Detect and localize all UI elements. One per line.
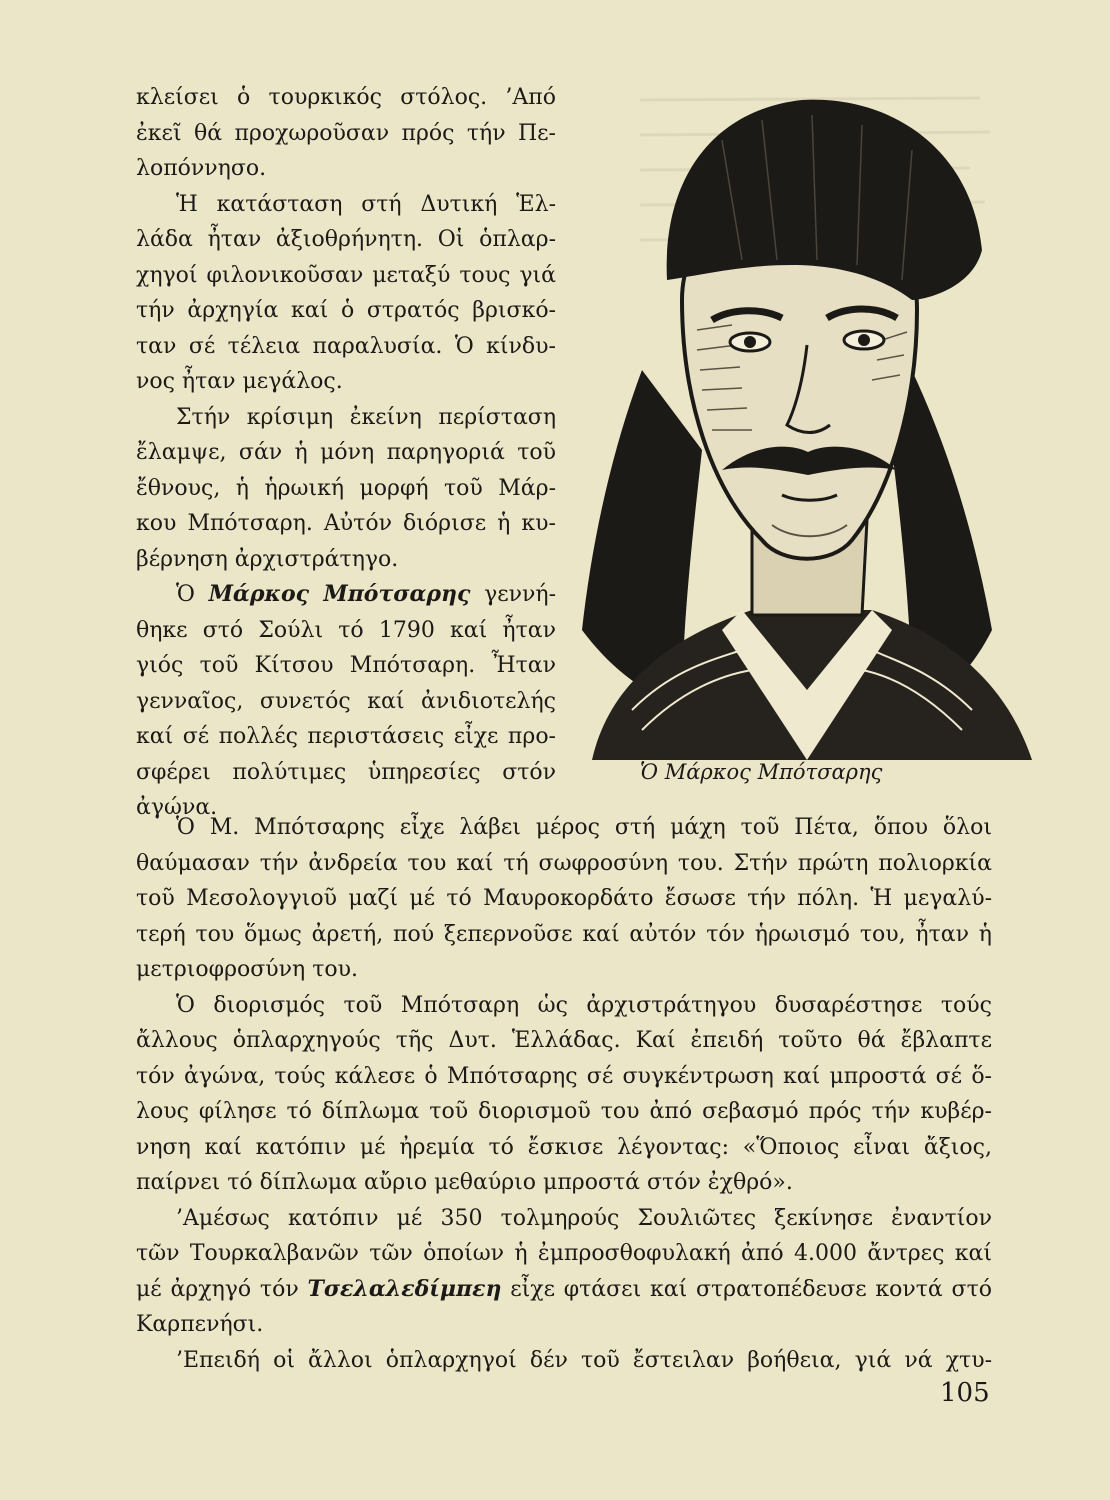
text-run: Καρπενήσι. (136, 1312, 264, 1337)
text-line (136, 881, 992, 917)
text-line (136, 329, 556, 365)
text-line (136, 577, 556, 613)
text-line (136, 1165, 992, 1201)
text-line (136, 435, 556, 471)
text-line (136, 116, 556, 152)
text-line (136, 1130, 992, 1166)
text-line (136, 719, 556, 755)
text-run: γεννή- (470, 582, 557, 607)
text-line (136, 1236, 992, 1272)
text-line (136, 542, 556, 578)
text-line (136, 917, 992, 953)
text-run: καί σέ πολλές περιστάσεις εἶχε προ- (136, 724, 556, 749)
text-run: Ὁ (176, 582, 209, 607)
text-line (136, 846, 992, 882)
text-run: Στήν κρίσιμη ἐκείνη περίσταση (176, 404, 556, 430)
text-line (136, 1343, 992, 1379)
portrait-engraving (572, 70, 1042, 760)
text-run: ταν σέ τέλεια παραλυσία. Ὁ κίνδυ- (136, 333, 556, 359)
text-run: κου Μπότσαρη. Αὐτόν διόρισε ἡ κυ- (136, 511, 556, 536)
text-run: νηση καί κατόπιν μέ ἠρεμία τό ἔσκισε λέγοντας: «Ὅποιος εἶναι ἄξιος, (136, 1134, 992, 1160)
text-run: λοπόννησο. (136, 156, 267, 181)
text-run: Ὁ διορισμός τοῦ Μπότσαρη ὡς ἀρχιστράτηγου δυσαρέστησε τούς (176, 992, 992, 1018)
text-line (136, 471, 556, 507)
text-run: μέ ἀρχηγό τόν (136, 1276, 308, 1302)
text-run: ’Επειδή οἱ ἄλλοι ὁπλαρχηγοί δέν τοῦ ἔστειλαν βοήθεια, γιά νά χτυ- (176, 1347, 992, 1373)
text-line (136, 151, 556, 187)
text-run: ἀγώνα. (136, 795, 218, 820)
text-line (136, 1023, 992, 1059)
text-line (136, 506, 556, 542)
portrait-caption: Ὁ Μάρκος Μπότσαρης (640, 760, 883, 784)
text-line (136, 1094, 992, 1130)
emphasized-name: Μάρκος Μπότσαρης (208, 581, 471, 607)
text-line (136, 1059, 992, 1095)
text-run: τοῦ Μεσολογγιοῦ μαζί μέ τό Μαυροκορδάτο ἔσωσε τήν πόλη. Ἡ μεγαλύ- (136, 886, 992, 911)
text-run: τήν ἀρχηγία καί ὁ στρατός βρισκό- (136, 298, 556, 323)
text-line (136, 684, 556, 720)
text-column-narrow (136, 80, 556, 826)
text-run: ἄλλους ὁπλαρχηγούς τῆς Δυτ. Ἑλλάδας. Καί ἐπειδή τοῦτο θά ἔβλαπτε (136, 1028, 992, 1053)
text-run: ἔθνους, ἡ ἡρωική μορφή τοῦ Μάρ- (136, 475, 556, 501)
text-run: ’Αμέσως κατόπιν μέ 350 τολμηρούς Σουλιῶτες ξεκίνησε ἐναντίον (176, 1205, 992, 1231)
text-run: γενναῖος, συνετός καί ἀνιδιοτελής (136, 688, 556, 714)
text-run: μετριοφροσύνη του. (136, 957, 358, 982)
text-line (136, 1272, 992, 1308)
text-line (136, 613, 556, 649)
text-line (136, 648, 556, 684)
text-line (136, 258, 556, 294)
text-run: χηγοί φιλονικοῦσαν μεταξύ τους γιά (136, 262, 556, 288)
text-line (136, 400, 556, 436)
text-line (136, 1307, 992, 1343)
text-line (136, 1201, 992, 1237)
text-line (136, 293, 556, 329)
text-run: τῶν Τουρκαλβανῶν τῶν ὁποίων ἡ ἐμπροσθοφυλακή ἀπό 4.000 ἄντρες καί (136, 1241, 992, 1266)
text-run: λάδα ἦταν ἀξιοθρήνητη. Οἱ ὁπλαρ- (136, 227, 556, 252)
text-run: νος ἦταν μεγάλος. (136, 369, 343, 394)
text-run: γιός τοῦ Κίτσου Μπότσαρη. Ἦταν (136, 653, 556, 678)
text-run: σφέρει πολύτιμες ὑπηρεσίες στόν (136, 759, 556, 785)
text-run: θηκε στό Σούλι τό 1790 καί ἦταν (136, 617, 556, 643)
text-line (136, 988, 992, 1024)
text-run: τόν ἀγώνα, τούς κάλεσε ὁ Μπότσαρης σέ συγκέντρωση καί μπροστά σέ ὅ- (136, 1063, 992, 1089)
text-run: Ὁ Μ. Μπότσαρης εἶχε λάβει μέρος στή μάχη τοῦ Πέτα, ὅπου ὅλοι (176, 815, 992, 840)
text-column-wide (136, 810, 992, 1378)
text-line (136, 952, 992, 988)
text-run: τερή του ὅμως ἀρετή, πού ξεπερνοῦσε καί αὐτόν τόν ἡρωισμό του, ἦταν ἡ (136, 921, 992, 947)
text-run: λους φίλησε τό δίπλωμα τοῦ διορισμοῦ του ἀπό σεβασμό πρός τήν κυβέρ- (136, 1099, 992, 1124)
text-run: ἐκεῖ θά προχωροῦσαν πρός τήν Πε- (136, 120, 556, 146)
text-run: θαύμασαν τήν ἀνδρεία του καί τή σωφροσύνη του. Στήν πρώτη πολιορκία (136, 850, 992, 876)
text-line (136, 222, 556, 258)
text-run: κλείσει ὁ τουρκικός στόλος. ’Από (136, 85, 556, 110)
text-run: Ἡ κατάσταση στή Δυτική Ἑλ- (176, 191, 556, 217)
text-line (136, 80, 556, 116)
emphasized-name: Τσελαλεδίμπεη (307, 1275, 502, 1302)
text-run: παίρνει τό δίπλωμα αὔριο μεθαύριο μπροστά στόν ἐχθρό». (136, 1170, 793, 1195)
text-line (136, 755, 556, 791)
text-run: βέρνηση ἀρχιστράτηγο. (136, 546, 399, 572)
text-line (136, 187, 556, 223)
text-line (136, 810, 992, 846)
text-line (136, 364, 556, 400)
text-run: εἶχε φτάσει καί στρατοπέδευσε κοντά στό (501, 1276, 992, 1302)
page-number: 105 (940, 1378, 990, 1408)
text-run: ἔλαμψε, σάν ἡ μόνη παρηγοριά τοῦ (136, 440, 556, 465)
